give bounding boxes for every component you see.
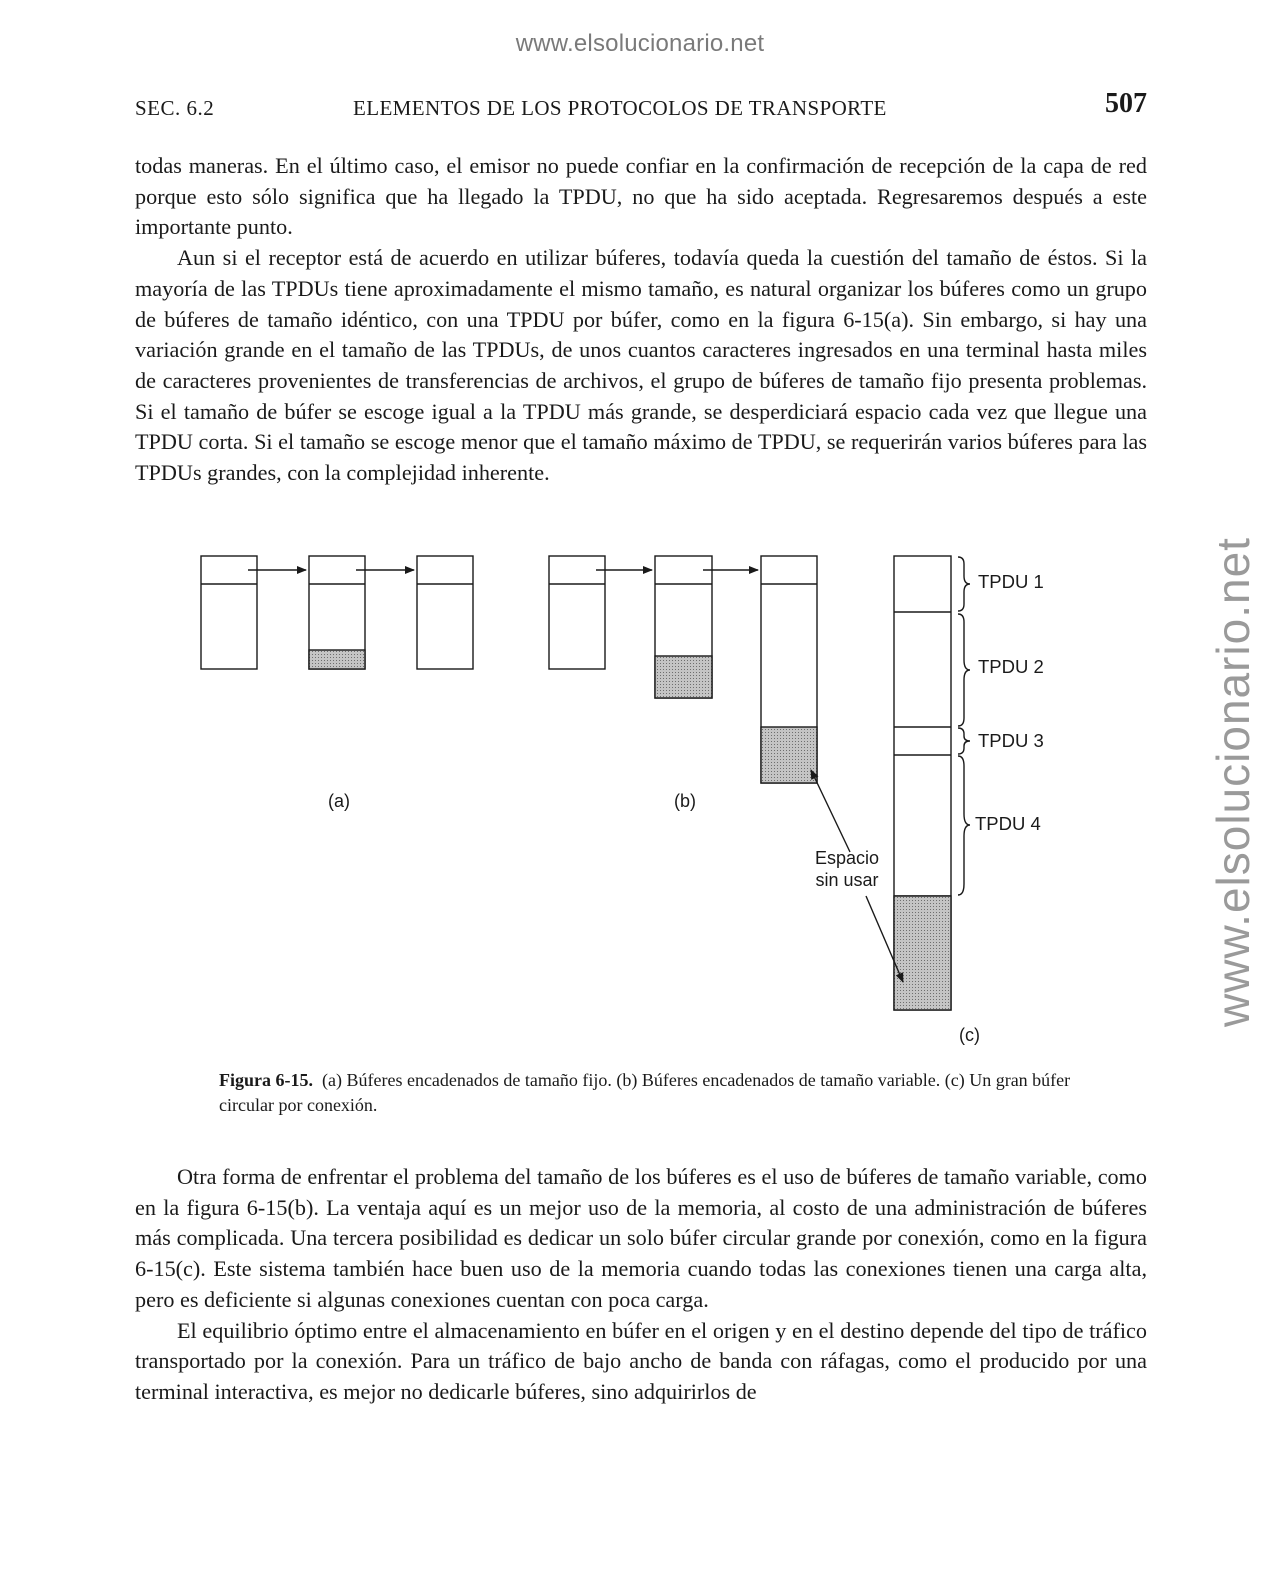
tpdu-label: TPDU 2: [978, 656, 1044, 677]
figure-6-15: [0, 540, 1280, 1060]
watermark-top: www.elsolucionario.net: [515, 30, 765, 57]
buffer-a2-fill: [309, 650, 365, 669]
body-text-top: [135, 151, 1147, 489]
chapter-title: ELEMENTOS DE LOS PROTOCOLOS DE TRANSPORTE: [353, 96, 887, 120]
caption-label: Figura 6-15.: [219, 1070, 313, 1090]
unused-space-label: [806, 847, 888, 891]
label-c: (c): [959, 1025, 980, 1045]
unused-space-line: sin usar: [815, 870, 879, 890]
brace-tpdu1: [958, 557, 970, 611]
caption-text: (a) Búferes encadenados de tamaño fijo. (b) Búferes encadenados de tamaño variable. (c) Un gran búfer circular por conexión.: [219, 1070, 1071, 1115]
buffer-b3-fill: [761, 727, 817, 783]
buffer-diagram: [0, 540, 1280, 1060]
figure-caption: [219, 1068, 1079, 1118]
brace-tpdu2: [958, 614, 970, 726]
watermark-side: www.elsolucionario.net: [1207, 537, 1259, 1027]
label-a: (a): [328, 791, 350, 811]
paragraph: Otra forma de enfrentar el problema del tamaño de los búferes es el uso de búferes de tamaño variable, como en la figura 6-15(b). La ventaja aquí es un mejor uso de la memoria, al costo de una administración de búferes más complicada. Una tercera posibilidad es dedicar un solo búfer circular grande por conexión, como en la figura 6-15(c). Este sistema también hace buen uso de la memoria cuando todas las conexiones tienen una carga alta, pero es deficiente si algunas conexiones cuentan con poca carga.: [135, 1164, 1147, 1312]
body-text-bottom: [135, 1162, 1147, 1408]
brace-tpdu4: [958, 756, 970, 895]
page-number: 507: [1105, 88, 1147, 119]
buffer-a1: [201, 556, 257, 669]
buffer-a3: [417, 556, 473, 669]
unused-space-line: Espacio: [814, 848, 880, 868]
paragraph: Aun si el receptor está de acuerdo en utilizar búferes, todavía queda la cuestión del tamaño de éstos. Si la mayoría de las TPDUs tiene aproximadamente el mismo tamaño, es natural organizar los búferes como un grupo de búferes de tamaño idéntico, con una TPDU por búfer, como en la figura 6-15(a). Sin embargo, si hay una variación grande en el tamaño de las TPDUs, de unos cuantos caracteres ingresados en una terminal hasta miles de caracteres provenientes de transferencias de archivos, el grupo de búferes de tamaño fijo presenta problemas. Si el tamaño de búfer se escoge igual a la TPDU más grande, se desperdiciará espacio cada vez que llegue una TPDU corta. Si el tamaño se escoge menor que el tamaño máximo de TPDU, se requerirán varios búferes para las TPDUs grandes, con la complejidad inherente.: [135, 245, 1147, 486]
pointer-unused-b: [811, 770, 850, 852]
diagram-a: [201, 556, 473, 669]
tpdu-label: TPDU 1: [978, 571, 1044, 592]
diagram-b: [549, 556, 817, 783]
paragraph: todas maneras. En el último caso, el emisor no puede confiar en la confirmación de recepción de la capa de red porque esto sólo significa que ha llegado la TPDU, no que ha sido aceptada. Regresaremos después a este importante punto.: [135, 153, 1147, 240]
buffer-b1: [549, 556, 605, 669]
tpdu-label: TPDU 3: [978, 730, 1044, 751]
buffer-b2-fill: [655, 656, 712, 698]
brace-tpdu3: [958, 728, 970, 754]
tpdu-label: TPDU 4: [975, 813, 1041, 834]
label-b: (b): [674, 791, 696, 811]
running-head: [135, 88, 1147, 124]
diagram-c: [811, 556, 970, 1010]
paragraph: El equilibrio óptimo entre el almacenamiento en búfer en el origen y en el destino depende del tipo de tráfico transportado por la conexión. Para un tráfico de bajo ancho de banda con ráfagas, como el producido por una terminal interactiva, es mejor no dedicarle búferes, sino adquirirlos de: [135, 1317, 1147, 1404]
circular-buffer-fill: [894, 896, 951, 1010]
section-number: SEC. 6.2: [135, 96, 215, 120]
